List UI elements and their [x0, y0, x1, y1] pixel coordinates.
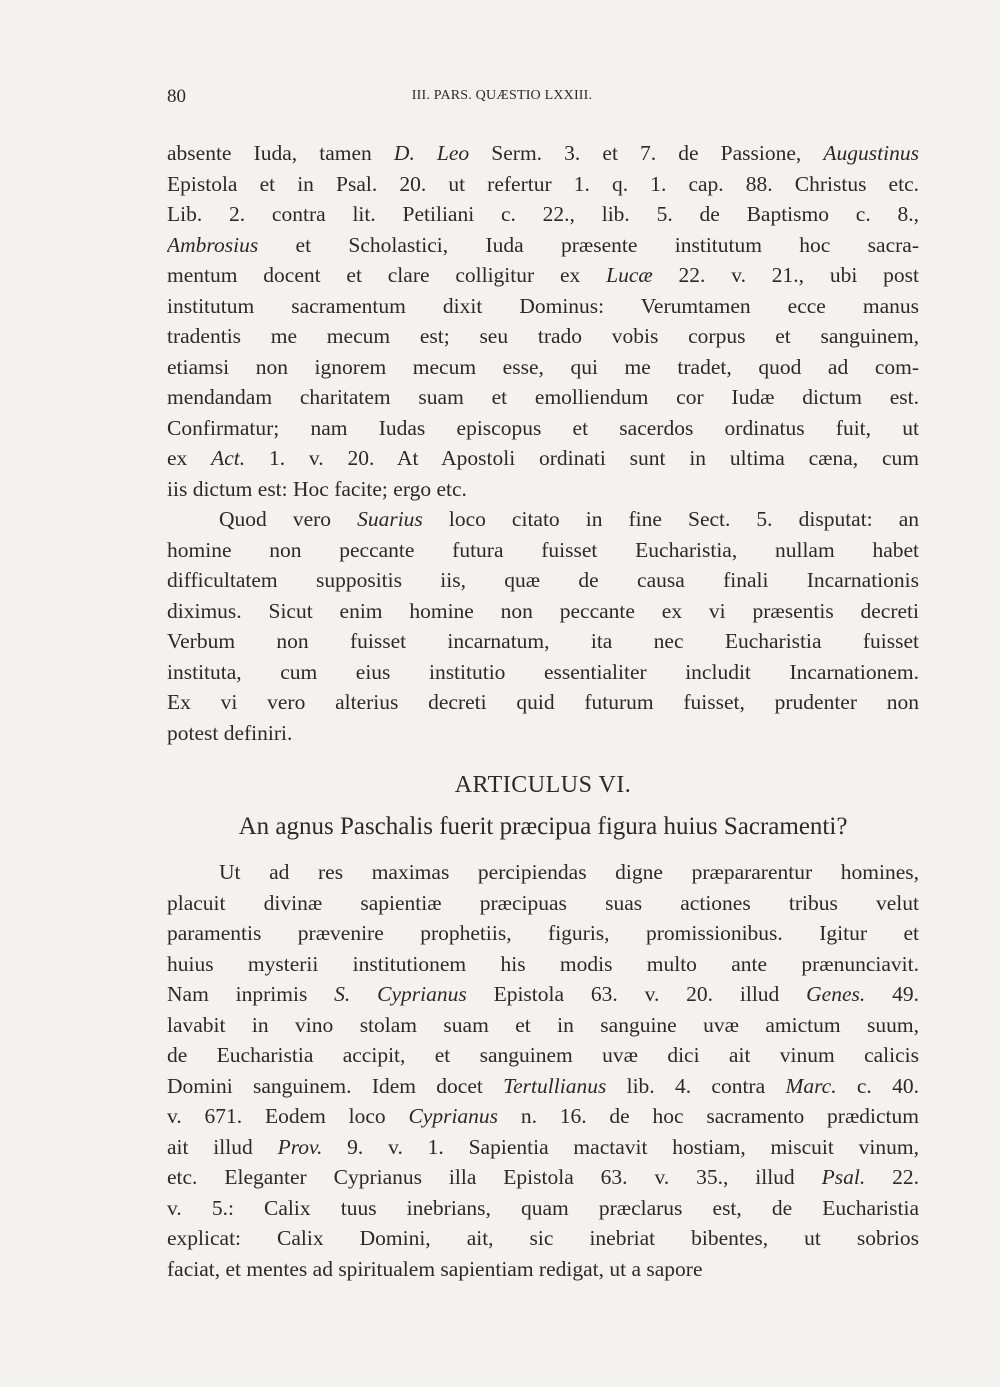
text-line: Ut ad res maximas percipiendas digne præpararentur homines, — [219, 860, 919, 884]
italic-citation: Suarius — [357, 507, 423, 531]
italic-citation: Marc. — [785, 1073, 837, 1098]
article-heading: ARTICULUS VI. — [454, 772, 632, 798]
text-line: tradentis me mecum est; seu trado vobis corpus et sanguinem, — [167, 324, 919, 348]
text-line: lavabit in vino stolam suam et in sanguine uvæ amictum suum, — [167, 1012, 919, 1037]
italic-citation: Genes. — [806, 982, 866, 1006]
article-question: An agnus Paschalis fuerit præcipua figura huius Sacramenti? — [238, 813, 848, 840]
text-line: Domini sanguinem. Idem docet Tertullianus lib. 4. contra Marc. c. 40. — [167, 1073, 919, 1098]
text-line: institutum sacramentum dixit Dominus: Verumtamen ecce manus — [167, 293, 919, 318]
text-line: difficultatem suppositis iis, quæ de causa finali Incarnationis — [167, 568, 919, 592]
text-line: Lib. 2. contra lit. Petiliani c. 22., lib. 5. de Baptismo c. 8., — [167, 202, 919, 226]
text-line: potest definiri. — [167, 720, 293, 745]
text-line: Nam inprimis S. Cyprianus Epistola 63. v. 20. illud Genes. 49. — [167, 982, 919, 1006]
text-line: ex Act. 1. v. 20. At Apostoli ordinati sunt in ultima cæna, cum — [167, 446, 919, 470]
text-line: placuit divinæ sapientiæ præcipuas suas actiones tribus velut — [167, 890, 919, 915]
text-line: Quod vero Suarius loco citato in fine Sect. 5. disputat: an — [219, 507, 919, 531]
text-line: Ex vi vero alterius decreti quid futurum fuisset, prudenter non — [167, 690, 919, 714]
paragraph-1 — [167, 138, 919, 504]
italic-citation: Tertullianus — [503, 1073, 607, 1098]
page-number: 80 — [167, 86, 186, 107]
italic-citation: Cyprianus — [408, 1104, 499, 1128]
text-line: diximus. Sicut enim homine non peccante ex vi præsentis decreti — [167, 598, 919, 623]
italic-citation: S. Cyprianus — [334, 982, 467, 1006]
running-title: III. PARS. QUÆSTIO LXXIII. — [411, 88, 593, 103]
page-body — [167, 138, 919, 1284]
text-line: instituta, cum eius institutio essentialiter includit Incarnationem. — [167, 659, 919, 684]
paragraph-3 — [167, 857, 919, 1284]
text-line: Verbum non fuisset incarnatum, ita nec Eucharistia fuisset — [167, 629, 919, 653]
italic-citation: Prov. — [277, 1134, 323, 1159]
text-line: paramentis prævenire prophetiis, figuris, promissionibus. Igitur et — [167, 921, 919, 945]
text-line: Confirmatur; nam Iudas episcopus et sacerdos ordinatus fuit, ut — [167, 415, 919, 440]
text-line: explicat: Calix Domini, ait, sic inebriat bibentes, ut sobrios — [167, 1226, 919, 1250]
text-line: Ambrosius et Scholastici, Iuda præsente institutum hoc sacra- — [167, 232, 919, 257]
italic-citation: Psal. — [821, 1165, 866, 1189]
text-line: ait illud Prov. 9. v. 1. Sapientia mactavit hostiam, miscuit vinum, — [167, 1134, 919, 1159]
text-line: mendandam charitatem suam et emolliendum cor Iudæ dictum est. — [167, 385, 919, 409]
text-line: homine non peccante futura fuisset Eucharistia, nullam habet — [167, 537, 919, 562]
text-line: v. 671. Eodem loco Cyprianus n. 16. de hoc sacramento prædictum — [167, 1104, 919, 1128]
text-line: v. 5.: Calix tuus inebrians, quam præclarus est, de Eucharistia — [167, 1195, 919, 1220]
text-line: iis dictum est: Hoc facite; ergo etc. — [167, 476, 467, 501]
text-line: de Eucharistia accipit, et sanguinem uvæ dici ait vinum calicis — [167, 1043, 919, 1067]
italic-citation: Augustinus — [823, 141, 919, 165]
text-line: Epistola et in Psal. 20. ut refertur 1. q. 1. cap. 88. Christus etc. — [167, 171, 919, 196]
italic-citation: D. Leo — [393, 141, 470, 165]
text-line: etc. Eleganter Cyprianus illa Epistola 63. v. 35., illud Psal. 22. — [167, 1165, 919, 1189]
italic-citation: Ambrosius — [167, 232, 259, 257]
text-line: huius mysterii institutionem his modis multo ante prænunciavit. — [167, 951, 919, 976]
text-line: mentum docent et clare colligitur ex Lucæ 22. v. 21., ubi post — [167, 263, 919, 287]
running-head — [167, 86, 917, 110]
paragraph-2 — [167, 504, 919, 748]
italic-citation: Lucæ — [606, 263, 653, 287]
text-line: faciat, et mentes ad spiritualem sapientiam redigat, ut a sapore — [167, 1256, 703, 1281]
text-line: absente Iuda, tamen D. Leo Serm. 3. et 7. de Passione, Augustinus — [167, 141, 919, 165]
italic-citation: Act. — [211, 446, 246, 470]
text-line: etiamsi non ignorem mecum esse, qui me tradet, quod ad com- — [167, 354, 919, 379]
